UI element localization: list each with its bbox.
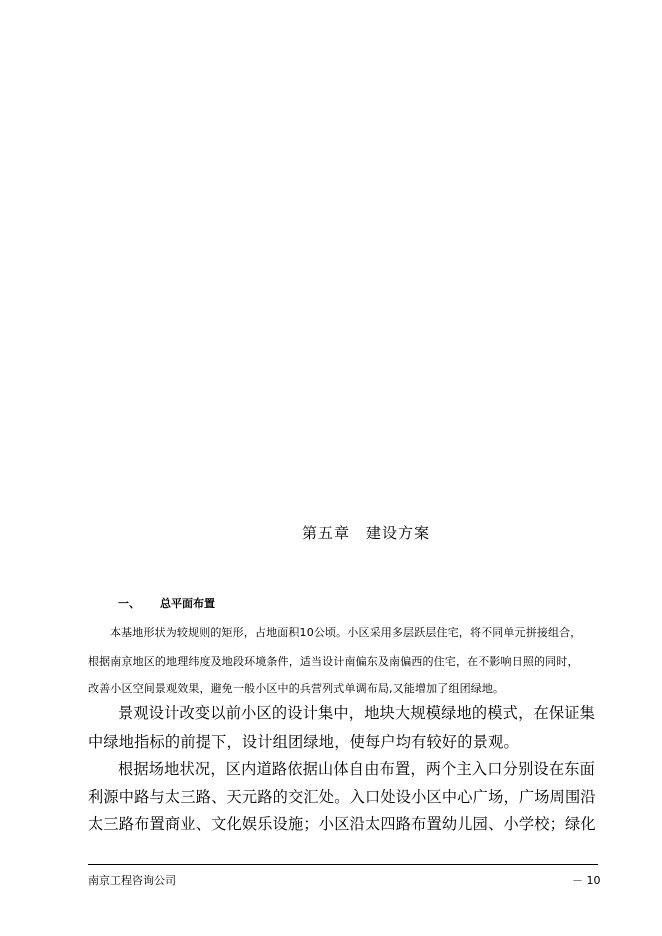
body-line: 利源中路与太三路、天元路的交汇处。入口处设小区中心广场，广场周围沿 [88,788,596,806]
paragraph-line: 根据南京地区的地理纬度及地段环境条件，适当设计南偏东及南偏西的住宅，在不影响日照的同时， [88,655,579,668]
footer-page-number: － 10 [572,874,601,887]
body-line: 中绿地指标的前提下，设计组团绿地，使每户均有较好的景观。 [88,733,519,751]
paragraph-line: 本基地形状为较规则的矩形，占地面积10公顷。小区采用多层跃层住宅，将不同单元拼接组合， [110,626,582,639]
footer-company: 南京工程咨询公司 [88,874,176,887]
body-line: 根据场地状况，区内道路依据山体自由布置，两个主入口分别设在东面 [118,760,596,778]
section-number: 一、 [118,597,140,610]
section-heading [118,595,215,611]
chapter-title: 第五章 建设方案 [302,524,431,542]
paragraph-line: 改善小区空间景观效果，避免一般小区中的兵营列式单调布局,又能增加了组团绿地。 [88,682,505,695]
footer-divider [88,864,598,865]
body-line: 太三路布置商业、文化娱乐设施；小区沿太四路布置幼儿园、小学校；绿化 [88,815,596,833]
body-line: 景观设计改变以前小区的设计集中，地块大规模绿地的模式，在保证集 [118,704,596,722]
section-title: 总平面布置 [160,597,215,610]
